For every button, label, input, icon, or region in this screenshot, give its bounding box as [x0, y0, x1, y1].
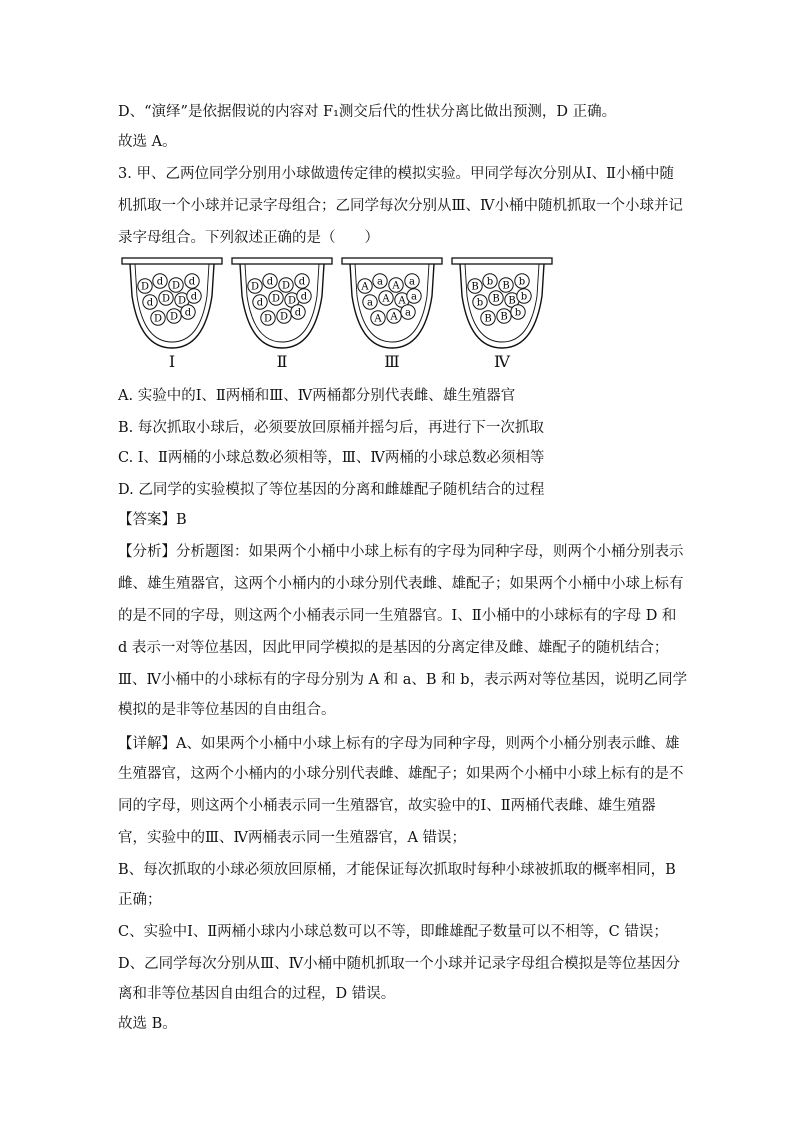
- option-d: D. 乙同学的实验模拟了等位基因的分离和雌雄配子随机结合的过程: [118, 482, 545, 498]
- ball-letter: B: [492, 293, 500, 305]
- question-stem: 录字母组合。下列叙述正确的是（ ）: [118, 230, 379, 246]
- ball: [279, 278, 293, 292]
- ball: [269, 291, 283, 305]
- ball: [387, 309, 401, 323]
- detail-text: B、每次抓取的小球必须放回原桶，才能保证每次抓取时每种小球被抓取的概率相同，B: [118, 862, 676, 878]
- ball-letter: b: [476, 297, 484, 309]
- text-line: 故选 A。: [118, 134, 177, 150]
- ball: [291, 305, 305, 319]
- ball-letter: B: [484, 313, 492, 325]
- bucket-rim: [232, 258, 332, 264]
- bucket-body: [240, 264, 324, 348]
- detail-text: 官，实验中的Ⅲ、Ⅳ两桶表示同一生殖器官，A 错误；: [118, 830, 467, 846]
- bucket-4-label: Ⅳ: [494, 352, 510, 371]
- ball-letter: A: [392, 280, 400, 292]
- ball-letter: A: [390, 311, 398, 323]
- ball: [138, 279, 152, 293]
- ball-letter: a: [405, 307, 411, 319]
- bucket-figure: [120, 256, 580, 374]
- ball-letter: D: [263, 313, 273, 325]
- bucket-3-label: Ⅲ: [384, 352, 400, 371]
- ball-letter: a: [367, 297, 373, 309]
- ball: [481, 311, 495, 325]
- ball-letter: d: [266, 276, 274, 288]
- bucket-4-drawing: [450, 256, 554, 352]
- answer: 【答案】B: [118, 512, 187, 528]
- ball-letter: a: [411, 291, 417, 303]
- bucket-3-drawing: [340, 256, 444, 352]
- ball-letter: D: [153, 313, 163, 325]
- ball: [153, 274, 167, 288]
- ball: [169, 278, 183, 292]
- ball-letter: d: [146, 297, 154, 309]
- bucket-rim: [122, 258, 222, 264]
- ball: [143, 295, 157, 309]
- ball: [187, 289, 201, 303]
- bucket-1-drawing: [120, 256, 224, 352]
- bucket-rim: [342, 258, 442, 264]
- ball: [159, 291, 173, 305]
- option-b: B. 每次抓取小球后，必须要放回原桶并摇匀后，再进行下一次抓取: [118, 420, 544, 436]
- ball: [401, 305, 415, 319]
- analysis-text: 雌、雄生殖器官，这两个小桶内的小球分别代表雌、雄配子；如果两个小桶中小球上标有: [118, 576, 684, 592]
- ball-letter: b: [518, 276, 526, 288]
- bucket-body: [130, 264, 214, 348]
- detail-text: 正确；: [118, 892, 162, 908]
- ball-letter: D: [171, 280, 181, 292]
- bucket-body: [350, 264, 434, 348]
- ball-letter: D: [287, 295, 297, 307]
- ball-letter: b: [486, 276, 494, 288]
- ball-letter: A: [398, 295, 406, 307]
- analysis-text: 【分析】分析题图：如果两个小桶中小球上标有的字母为同种字母，则两个小桶分别表示: [118, 544, 684, 560]
- bucket-2-label: Ⅱ: [276, 352, 288, 371]
- ball: [389, 278, 403, 292]
- ball-letter: d: [156, 276, 164, 288]
- ball: [499, 278, 513, 292]
- option-c: C. Ⅰ、Ⅱ两桶的小球总数必须相等，Ⅲ、Ⅳ两桶的小球总数必须相等: [118, 450, 545, 466]
- analysis-text: 模拟的是非等位基因的自由组合。: [118, 702, 336, 718]
- ball: [248, 279, 262, 293]
- ball-letter: d: [188, 276, 196, 288]
- question-stem: 机抓取一个小球并记录字母组合；乙同学每次分别从Ⅲ、Ⅳ小桶中随机抓取一个小球并记: [118, 198, 683, 214]
- ball: [517, 289, 531, 303]
- ball: [151, 311, 165, 325]
- ball-letter: D: [161, 293, 171, 305]
- detail-text: 离和非等位基因自由组合的过程，D 错误。: [118, 986, 396, 1002]
- ball: [489, 291, 503, 305]
- ball: [358, 279, 372, 293]
- text-line: D、“演绎”是依据假说的内容对 F₁测交后代的性状分离比做出预测，D 正确。: [118, 104, 617, 120]
- ball-letter: D: [281, 280, 291, 292]
- analysis-text: 的是不同的字母，则这两个小桶表示同一生殖器官。Ⅰ、Ⅱ小桶中的小球标有的字母 D 和: [118, 608, 677, 624]
- bucket-rim: [452, 258, 552, 264]
- ball: [261, 311, 275, 325]
- ball: [363, 295, 377, 309]
- ball-letter: D: [271, 293, 281, 305]
- analysis-text: Ⅲ、Ⅳ小桶中的小球标有的字母分别为 A 和 a、B 和 b，表示两对等位基因，说明乙同学: [118, 672, 688, 688]
- analysis-text: d 表示一对等位基因，因此甲同学模拟的是基因的分离定律及雌、雄配子的随机结合；: [118, 640, 669, 656]
- ball: [497, 309, 511, 323]
- ball-letter: D: [279, 311, 289, 323]
- ball-letter: D: [140, 281, 150, 293]
- ball-letter: A: [382, 293, 390, 305]
- ball: [253, 295, 267, 309]
- ball: [167, 309, 181, 323]
- ball: [263, 274, 277, 288]
- detail-text: 同的字母，则这两个小桶表示同一生殖器官，故实验中的Ⅰ、Ⅱ两桶代表雌、雄生殖器: [118, 798, 656, 814]
- ball: [483, 274, 497, 288]
- ball-letter: a: [409, 276, 415, 288]
- ball: [371, 311, 385, 325]
- ball-letter: d: [184, 307, 192, 319]
- ball-letter: d: [190, 291, 198, 303]
- detail-text: C、实验中Ⅰ、Ⅱ两桶小球内小球总数可以不等，即雌雄配子数量可以不相等，C 错误；: [118, 924, 668, 940]
- bucket-1-label: Ⅰ: [168, 352, 176, 371]
- ball: [511, 305, 525, 319]
- ball: [379, 291, 393, 305]
- ball-letter: B: [508, 295, 516, 307]
- ball: [373, 274, 387, 288]
- ball-letter: D: [177, 295, 187, 307]
- ball: [515, 274, 529, 288]
- ball-letter: d: [294, 307, 302, 319]
- ball-letter: a: [377, 276, 383, 288]
- ball: [297, 289, 311, 303]
- ball: [473, 295, 487, 309]
- ball-letter: B: [500, 311, 508, 323]
- ball-letter: b: [514, 307, 522, 319]
- ball: [277, 309, 291, 323]
- ball: [405, 274, 419, 288]
- ball-letter: B: [502, 280, 510, 292]
- ball: [468, 279, 482, 293]
- ball: [295, 274, 309, 288]
- final-answer: 故选 B。: [118, 1016, 177, 1032]
- detail-text: D、乙同学每次分别从Ⅲ、Ⅳ小桶中随机抓取一个小球并记录字母组合模拟是等位基因分: [118, 956, 681, 972]
- ball-letter: b: [520, 291, 528, 303]
- ball-letter: d: [298, 276, 306, 288]
- detail-text: 生殖器官，这两个小桶内的小球分别代表雌、雄配子；如果两个小桶中小球上标有的是不: [118, 766, 684, 782]
- ball-letter: D: [169, 311, 179, 323]
- option-a: A. 实验中的Ⅰ、Ⅱ两桶和Ⅲ、Ⅳ两桶都分别代表雌、雄生殖器官: [118, 388, 516, 404]
- question-stem: 3. 甲、乙两位同学分别用小球做遗传定律的模拟实验。甲同学每次分别从Ⅰ、Ⅱ小桶中随: [118, 166, 675, 182]
- ball: [181, 305, 195, 319]
- bucket-2-drawing: [230, 256, 334, 352]
- detail-text: 【详解】A、如果两个小桶中小球上标有的字母为同种字母，则两个小桶分别表示雌、雄: [118, 736, 680, 752]
- ball-letter: A: [374, 313, 382, 325]
- bucket-body: [460, 264, 544, 348]
- ball: [185, 274, 199, 288]
- ball-letter: D: [250, 281, 260, 293]
- ball-letter: d: [256, 297, 264, 309]
- ball-letter: A: [361, 281, 369, 293]
- ball-letter: B: [471, 281, 479, 293]
- ball: [407, 289, 421, 303]
- ball-letter: d: [300, 291, 308, 303]
